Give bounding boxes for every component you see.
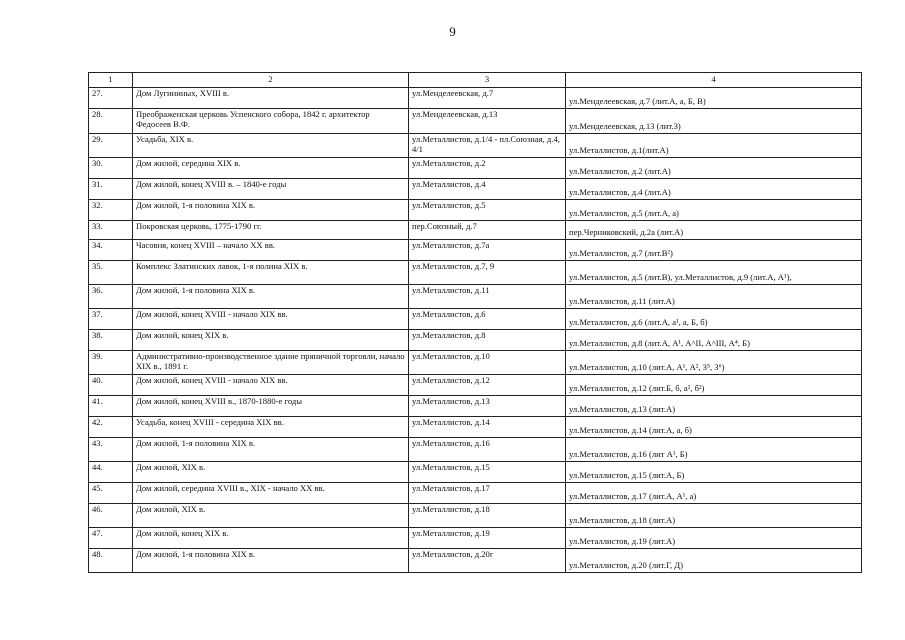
object-location: ул.Металлистов, д.1/4 - пл.Союзная, д.4, 4/1 xyxy=(409,134,566,158)
object-address: ул.Металлистов, д.5 (лит.В), ул.Металлистов, д.9 (лит.А, А¹), xyxy=(566,261,862,285)
object-location: пер.Союзный, д.7 xyxy=(409,221,566,240)
object-location: ул.Металлистов, д.16 xyxy=(409,438,566,462)
row-number: 33. xyxy=(89,221,133,240)
object-location: ул.Металлистов, д.19 xyxy=(409,528,566,549)
row-number: 27. xyxy=(89,88,133,109)
row-number: 41. xyxy=(89,396,133,417)
table-row xyxy=(89,504,862,528)
object-location: ул.Металлистов, д.17 xyxy=(409,483,566,504)
object-location: ул.Металлистов, д.10 xyxy=(409,351,566,375)
row-number: 34. xyxy=(89,240,133,261)
object-name: Административно-производственное здание пряничной торговли, начало XIX в., 1891 г. xyxy=(133,351,409,375)
object-address: ул.Металлистов, д.18 (лит.А) xyxy=(566,504,862,528)
object-name: Преображенская церковь Успенского собора, 1842 г. архитектор Федосеев В.Ф. xyxy=(133,109,409,134)
heritage-register-table xyxy=(88,72,862,573)
table-header-row xyxy=(89,73,862,88)
row-number: 46. xyxy=(89,504,133,528)
table-row xyxy=(89,158,862,179)
object-location: ул.Металлистов, д.18 xyxy=(409,504,566,528)
table-row xyxy=(89,549,862,573)
object-address: ул.Металлистов, д.4 (лит.А) xyxy=(566,179,862,200)
table-row xyxy=(89,285,862,309)
table-row xyxy=(89,88,862,109)
object-name: Дом жилой, середина XIX в. xyxy=(133,158,409,179)
row-number: 37. xyxy=(89,309,133,330)
object-name: Дом Лугининых, XVIII в. xyxy=(133,88,409,109)
column-header-1: 1 xyxy=(89,73,133,88)
object-name: Дом жилой, 1-я половина XIX в. xyxy=(133,200,409,221)
table-row xyxy=(89,483,862,504)
table-row xyxy=(89,330,862,351)
table-row xyxy=(89,462,862,483)
row-number: 32. xyxy=(89,200,133,221)
object-location: ул.Менделеевская, д.13 xyxy=(409,109,566,134)
object-name: Дом жилой, XIX в. xyxy=(133,504,409,528)
object-address: ул.Металлистов, д.7 (лит.В²) xyxy=(566,240,862,261)
object-address: ул.Металлистов, д.20 (лит.Г, Д) xyxy=(566,549,862,573)
table-row xyxy=(89,179,862,200)
object-location: ул.Металлистов, д.7, 9 xyxy=(409,261,566,285)
object-name: Дом жилой, XIX в. xyxy=(133,462,409,483)
object-name: Дом жилой, конец XIX в. xyxy=(133,528,409,549)
table-row xyxy=(89,240,862,261)
object-location: ул.Металлистов, д.4 xyxy=(409,179,566,200)
object-name: Комплекс Златинских лавок, 1-я полина XIX в. xyxy=(133,261,409,285)
column-header-4: 4 xyxy=(566,73,862,88)
table-row xyxy=(89,396,862,417)
object-address: ул.Металлистов, д.8 (лит.А, А¹, А^II, А^III, А⁴, Б) xyxy=(566,330,862,351)
object-address: ул.Металлистов, д.14 (лит.А, а, б) xyxy=(566,417,862,438)
row-number: 31. xyxy=(89,179,133,200)
object-address: ул.Металлистов, д.15 (лит.А, Б) xyxy=(566,462,862,483)
object-address: ул.Металлистов, д.6 (лит.А, а¹, а, Б, б) xyxy=(566,309,862,330)
row-number: 43. xyxy=(89,438,133,462)
object-name: Покровская церковь, 1775-1790 гг. xyxy=(133,221,409,240)
object-address: ул.Металлистов, д.16 (лит А¹, Б) xyxy=(566,438,862,462)
object-location: ул.Металлистов, д.13 xyxy=(409,396,566,417)
row-number: 30. xyxy=(89,158,133,179)
object-address: ул.Металлистов, д.17 (лит.А, А¹, а) xyxy=(566,483,862,504)
object-location: ул.Металлистов, д.8 xyxy=(409,330,566,351)
object-address: ул.Металлистов, д.1(лит.А) xyxy=(566,134,862,158)
object-address: ул.Металлистов, д.12 (лит.Б, б, а², б²) xyxy=(566,375,862,396)
object-name: Дом жилой, конец XIX в. xyxy=(133,330,409,351)
object-location: ул.Металлистов, д.14 xyxy=(409,417,566,438)
table-row xyxy=(89,438,862,462)
object-location: ул.Менделеевская, д.7 xyxy=(409,88,566,109)
table-row xyxy=(89,351,862,375)
object-location: ул.Металлистов, д.11 xyxy=(409,285,566,309)
table-row xyxy=(89,134,862,158)
object-name: Дом жилой, конец XVIII в., 1870-1880-е годы xyxy=(133,396,409,417)
table-row xyxy=(89,109,862,134)
object-name: Дом жилой, 1-я половина XIX в. xyxy=(133,549,409,573)
object-location: ул.Металлистов, д.12 xyxy=(409,375,566,396)
object-location: ул.Металлистов, д.20г xyxy=(409,549,566,573)
object-address: ул.Металлистов, д.2 (лит.А) xyxy=(566,158,862,179)
object-name: Дом жилой, конец XVIII - начало XIX вв. xyxy=(133,375,409,396)
row-number: 38. xyxy=(89,330,133,351)
table-row xyxy=(89,200,862,221)
object-name: Дом жилой, середина XVIII в., XIX - начало XX вв. xyxy=(133,483,409,504)
page-number: 9 xyxy=(449,24,456,39)
object-location: ул.Металлистов, д.2 xyxy=(409,158,566,179)
object-address: пер.Черниковский, д.2а (лит.А) xyxy=(566,221,862,240)
row-number: 28. xyxy=(89,109,133,134)
table-row xyxy=(89,309,862,330)
table-row xyxy=(89,528,862,549)
row-number: 39. xyxy=(89,351,133,375)
table-row xyxy=(89,417,862,438)
row-number: 35. xyxy=(89,261,133,285)
object-address: ул.Металлистов, д.13 (лит.А) xyxy=(566,396,862,417)
column-header-2: 2 xyxy=(133,73,409,88)
column-header-3: 3 xyxy=(409,73,566,88)
row-number: 44. xyxy=(89,462,133,483)
row-number: 47. xyxy=(89,528,133,549)
table-row xyxy=(89,375,862,396)
object-address: ул.Металлистов, д.11 (лит.А) xyxy=(566,285,862,309)
object-address: ул.Металлистов, д.5 (лит.А, а) xyxy=(566,200,862,221)
object-name: Дом жилой, конец XVIII в. – 1840-е годы xyxy=(133,179,409,200)
object-name: Часовня, конец XVIII – начало XX вв. xyxy=(133,240,409,261)
row-number: 36. xyxy=(89,285,133,309)
object-address: ул.Менделеевская, д.7 (лит.А, а, Б, В) xyxy=(566,88,862,109)
row-number: 29. xyxy=(89,134,133,158)
object-location: ул.Металлистов, д.5 xyxy=(409,200,566,221)
object-name: Усадьба, конец XVIII - середина XIX вв. xyxy=(133,417,409,438)
row-number: 45. xyxy=(89,483,133,504)
object-name: Дом жилой, 1-я половина XIX в. xyxy=(133,438,409,462)
object-name: Усадьба, XIX в. xyxy=(133,134,409,158)
object-address: ул.Металлистов, д.19 (лит.А) xyxy=(566,528,862,549)
table-row xyxy=(89,221,862,240)
object-address: ул.Металлистов, д.10 (лит.А, А¹, А², З⁵, З⁶) xyxy=(566,351,862,375)
object-name: Дом жилой, 1-я половина XIX в. xyxy=(133,285,409,309)
object-location: ул.Металлистов, д.6 xyxy=(409,309,566,330)
object-address: ул.Менделеевская, д.13 (лит.З) xyxy=(566,109,862,134)
table-row xyxy=(89,261,862,285)
object-location: ул.Металлистов, д.15 xyxy=(409,462,566,483)
row-number: 48. xyxy=(89,549,133,573)
object-location: ул.Металлистов, д.7а xyxy=(409,240,566,261)
row-number: 42. xyxy=(89,417,133,438)
row-number: 40. xyxy=(89,375,133,396)
table-body xyxy=(89,88,862,573)
object-name: Дом жилой, конец XVIII - начало XIX вв. xyxy=(133,309,409,330)
